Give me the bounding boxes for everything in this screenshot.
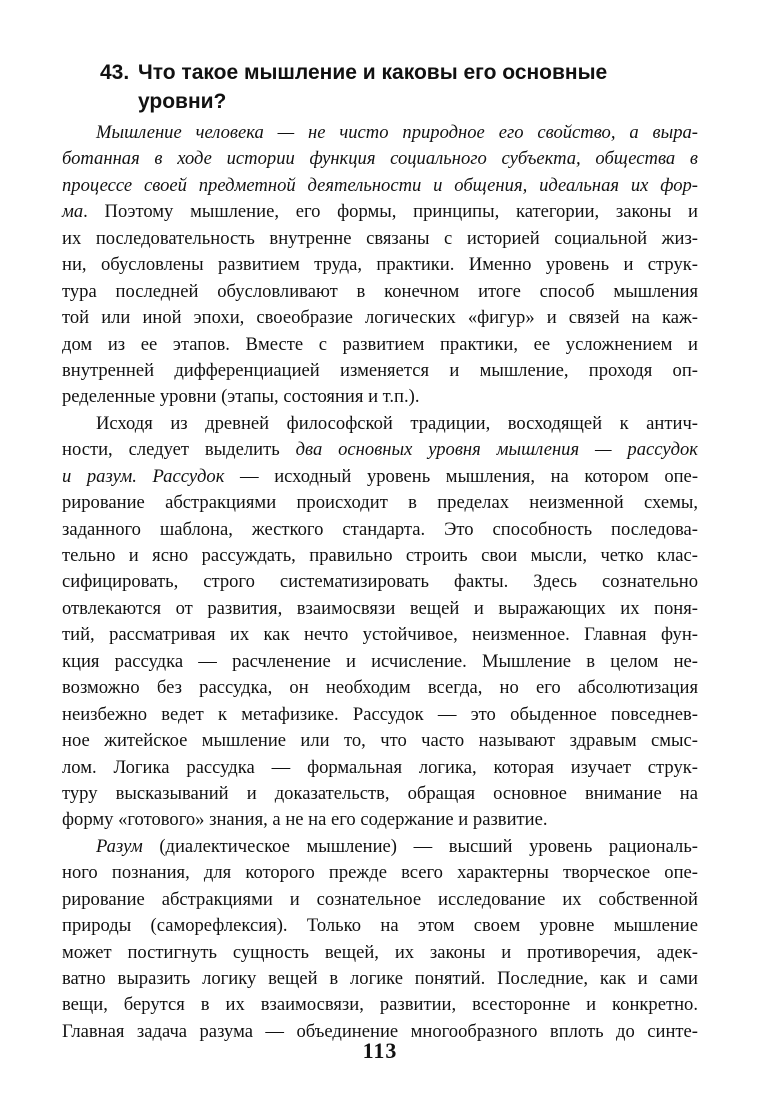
text-line [62, 437, 698, 463]
text-line: неизбежно ведет к метафизике. Рассудок — это обыденное повседнев- [62, 703, 698, 725]
section-number: 43. [100, 61, 130, 84]
section-title-line-1: Что такое мышление и каковы его основные [138, 61, 608, 84]
text-fragment: . Поэтому мышление, его формы, принципы, категории, законы и [83, 201, 698, 223]
text-line: Исходя из древней философской традиции, восходящей к антич- [96, 412, 698, 434]
text-line: Главная задача разума — объединение многообразного вплоть до синте- [62, 1020, 698, 1042]
text-line: форму «готового» знания, а не на его содержание и развитие. [62, 809, 548, 831]
section-title-line-2: уровни? [138, 90, 227, 113]
text-line: Мышление человека — не чисто природное его свойство, а выра- [96, 122, 698, 143]
text-line: может постигнуть сущность вещей, их законы и противоречия, адек- [62, 941, 698, 963]
italic-fragment: два основных уровня мышления — рассудок [295, 439, 698, 461]
text-line: природы (саморефлексия). Только на этом своем уровне мышление [62, 915, 698, 937]
paragraph-3 [62, 834, 698, 1046]
text-line: процессе своей предметной деятельности и общения, идеальная их фор- [62, 174, 698, 196]
italic-fragment: и разум. Рассудок [62, 465, 225, 487]
section-heading [100, 58, 700, 116]
text-line: лом. Логика рассудка — формальная логика, которая изучает струк- [62, 756, 698, 778]
text-line: ного познания, для которого прежде всего характерны творческое опе- [62, 862, 698, 884]
paragraph-1 [62, 120, 698, 411]
text-line: рирование абстракциями происходит в пределах неизменной схемы, [62, 492, 698, 514]
text-line: туру высказываний и доказательств, обращая основное внимание на [62, 782, 698, 804]
text-line: дом из ее этапов. Вместе с развитием практики, ее усложнением и [62, 333, 698, 355]
page-number: 113 [362, 1038, 398, 1063]
text-fragment: ности, следует выделить [62, 439, 296, 461]
text-line: той или иной эпохи, своеобразие логических «фигур» и связей на каж- [62, 307, 698, 329]
text-line: тельно и ясно рассуждать, правильно строить свои мысли, четко клас- [62, 545, 698, 566]
text-line [62, 199, 698, 225]
text-line: отвлекаются от развития, взаимосвязи вещей и выражающих их поня- [62, 597, 698, 619]
text-line: тий, рассматривая их как нечто устойчивое, неизменное. Главная фун- [62, 624, 698, 646]
text-line: тура последней обусловливают в конечном итоге способ мышления [62, 280, 698, 302]
text-fragment: — исходный уровень мышления, на котором опе- [224, 465, 699, 487]
text-line: внутренней дифференциацией изменяется и мышление, проходя оп- [62, 359, 698, 381]
text-line: ботанная в ходе истории функция социального субъекта, общества в [62, 148, 698, 170]
text-line [62, 464, 698, 490]
body-text [62, 120, 698, 1045]
text-line [62, 834, 698, 860]
italic-fragment: Разум [96, 835, 143, 857]
italic-fragment: ма [62, 201, 84, 223]
text-line: возможно без рассудка, он необходим всегда, но его абсолютизация [62, 677, 698, 699]
text-fragment: (диалектическое мышление) — высший уровень рациональ- [142, 835, 698, 857]
text-line: рирование абстракциями и сознательное исследование их собственной [62, 888, 698, 910]
text-line: сифицировать, строго систематизировать факты. Здесь сознательно [62, 571, 698, 593]
text-line: их последовательность внутренне связаны с историей социальной жиз- [62, 227, 698, 249]
text-line: ределенные уровни (этапы, состояния и т.п.). [62, 386, 420, 408]
text-line: вещи, берутся в их взаимосвязи, развитии, всесторонне и конкретно. [62, 994, 698, 1016]
text-line: ное житейское мышление или то, что часто называют здравым смыс- [62, 730, 698, 752]
text-line: кция рассудка — расчленение и исчисление. Мышление в целом не- [62, 650, 698, 672]
text-line: заданного шаблона, жесткого стандарта. Это способность последова- [62, 518, 698, 540]
text-line: ни, обусловлены развитием труда, практики. Именно уровень и струк- [62, 254, 698, 276]
text-line: ватно выразить логику вещей в логике понятий. Последние, как и сами [62, 968, 698, 989]
paragraph-2 [62, 411, 698, 834]
